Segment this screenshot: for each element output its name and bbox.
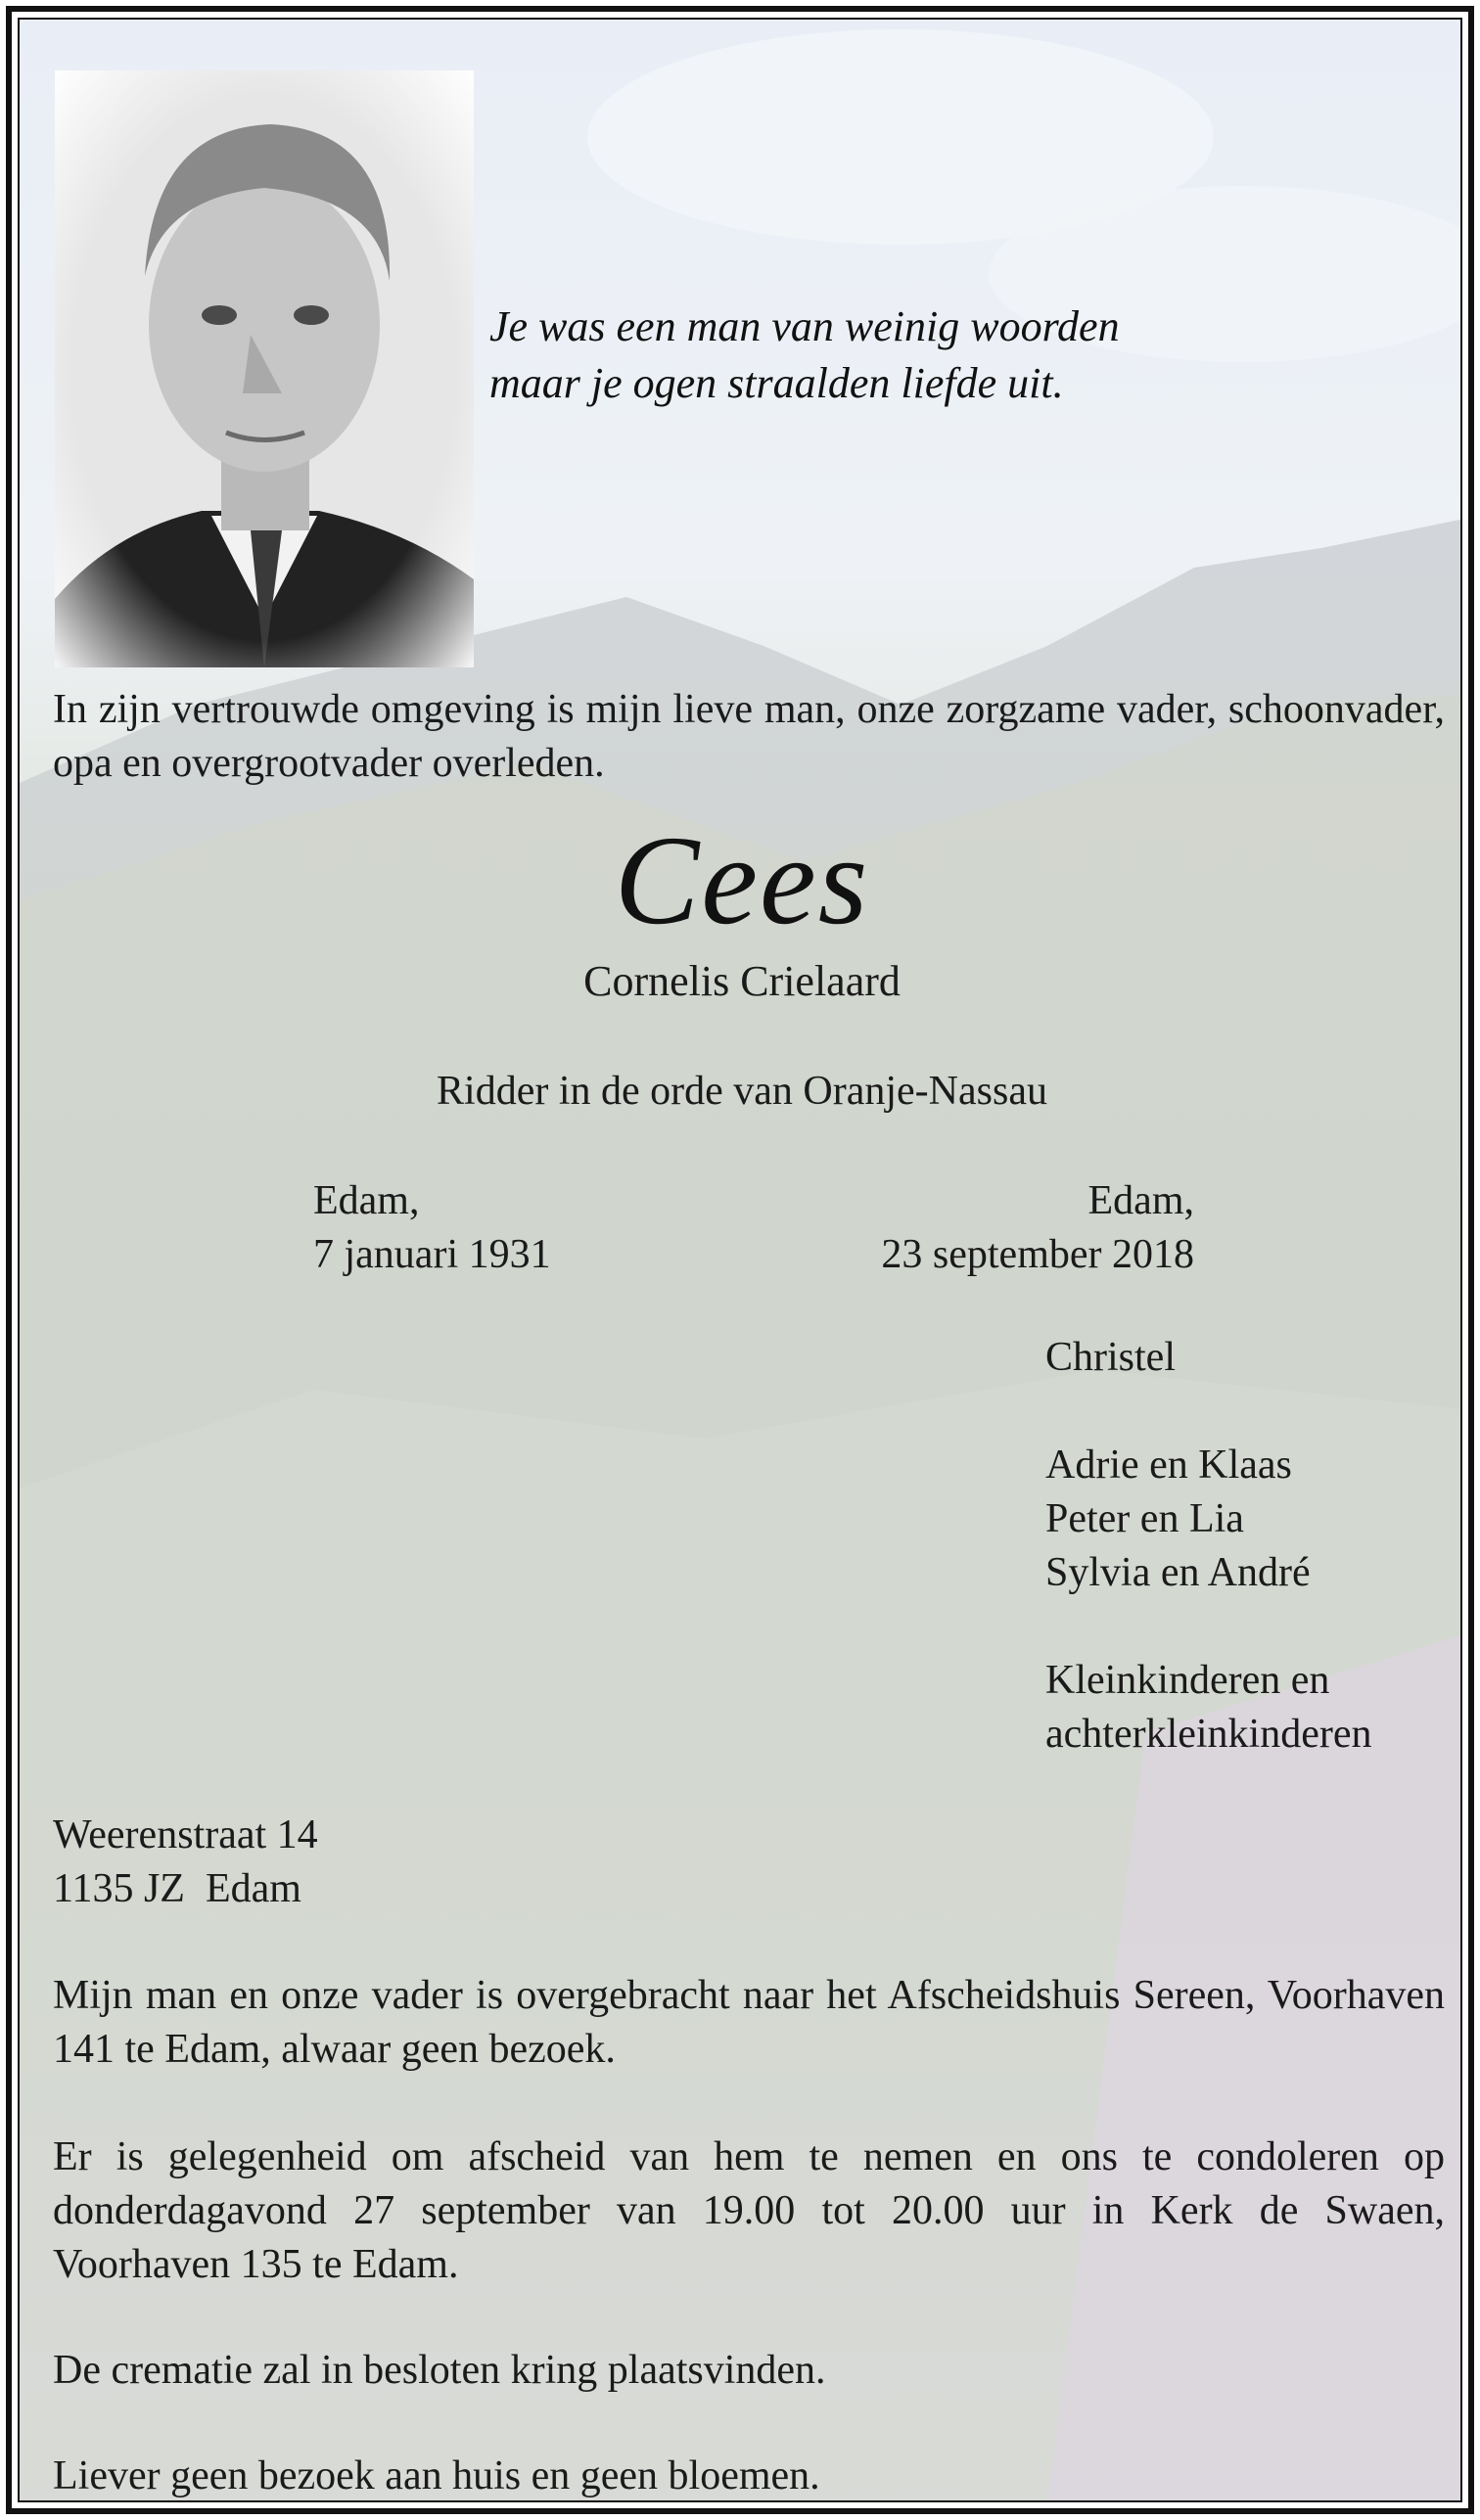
paragraph-no-visits: Liever geen bezoek aan huis en geen bloemen.: [53, 2453, 820, 2498]
full-name: Cornelis Crielaard: [583, 957, 901, 1005]
birth-date: 7 januari 1931: [313, 1232, 551, 1277]
birth-info: [313, 1174, 705, 1282]
portrait-photo: [55, 70, 474, 667]
death-info: [783, 1174, 1194, 1282]
child-couple: Peter en Lia: [1045, 1496, 1244, 1541]
child-couple: Sylvia en André: [1045, 1550, 1311, 1595]
address: [53, 1809, 640, 1916]
poem-line-1: Je was een man van weinig woorden: [489, 302, 1120, 350]
family-list: [1045, 1331, 1457, 1762]
death-date: 23 september 2018: [881, 1232, 1194, 1277]
address-postal-city: 1135 JZ Edam: [53, 1866, 301, 1911]
honour-title: Ridder in de orde van Oranje-Nassau: [437, 1069, 1047, 1114]
call-name: Cees: [614, 810, 870, 951]
address-street: Weerenstraat 14: [53, 1812, 318, 1857]
poem-line-2: maar je ogen straalden liefde uit.: [489, 359, 1064, 407]
birth-place: Edam,: [313, 1178, 420, 1223]
poem: [489, 298, 1272, 412]
spouse-name: Christel: [1045, 1335, 1176, 1380]
paragraph-funeral-home: Mijn man en onze vader is overgebracht naar het Afscheidshuis Sereen, Voorhaven 141 te Edam, alwaar geen bezoek.: [53, 1973, 1445, 2072]
child-couple: Adrie en Klaas: [1045, 1443, 1292, 1488]
paragraph-cremation: De crematie zal in besloten kring plaatsvinden.: [53, 2348, 826, 2393]
grandchildren-line: Kleinkinderen en: [1045, 1658, 1330, 1703]
paragraph-condolence: Er is gelegenheid om afscheid van hem te nemen en ons te condoleren op donderdagavond 27 september van 19.00 tot 20.00 uur in Kerk de Swaen, Voorhaven 135 te Edam.: [53, 2134, 1445, 2287]
notice-card: [18, 18, 1462, 2502]
intro-text: In zijn vertrouwde omgeving is mijn lieve man, onze zorgzame vader, schoonvader, opa en overgrootvader overleden.: [53, 687, 1445, 786]
grandchildren-line: achterkleinkinderen: [1045, 1712, 1372, 1757]
death-place: Edam,: [1087, 1178, 1194, 1223]
